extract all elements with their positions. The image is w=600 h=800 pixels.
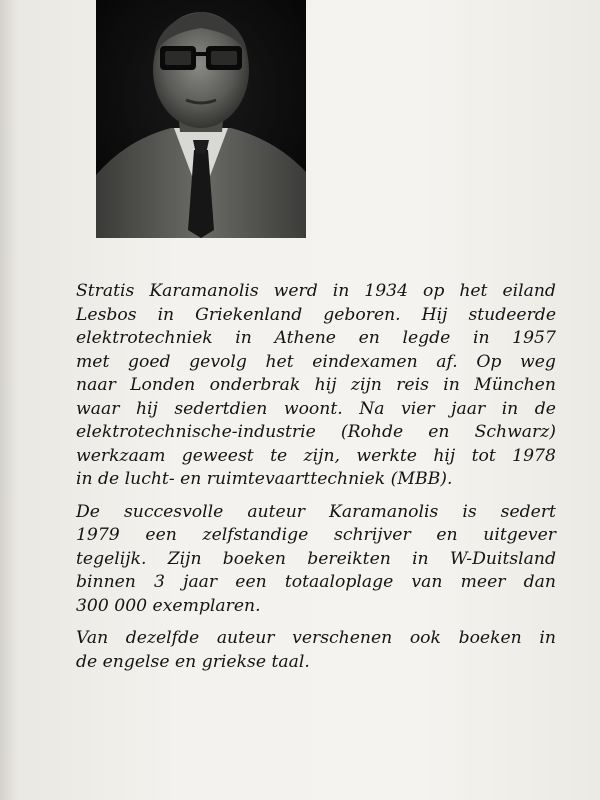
bio-line: tegelijk. Zijn boeken bereikten in W-Duitsland (76, 548, 556, 569)
page-shadow (0, 0, 18, 800)
bio-line: werkzaam geweest te zijn, werkte hij tot 1978 (76, 445, 556, 466)
bio-line: 1979 een zelfstandige schrijver en uitgever (76, 525, 556, 545)
bio-line: naar Londen onderbrak hij zijn reis in München (76, 375, 556, 395)
bio-line: de engelse en griekse taal. (76, 651, 310, 672)
bio-line: elektrotechniek in Athene en legde in 1957 (76, 328, 556, 348)
bio-line: met goed gevolg het eindexamen af. Op weg (76, 351, 556, 372)
bio-paragraph-3 (76, 627, 556, 674)
bio-line: Van dezelfde auteur verschenen ook boeken in (76, 628, 556, 648)
author-portrait-photo (96, 0, 306, 238)
bio-line: in de lucht- en ruimtevaarttechniek (MBB). (76, 469, 453, 489)
bio-line: binnen 3 jaar een totaaloplage van meer dan (76, 572, 556, 592)
bio-line: 300 000 exemplaren. (76, 595, 261, 616)
bio-paragraph-2 (76, 501, 556, 619)
bio-line: De succesvolle auteur Karamanolis is sedert (76, 501, 556, 522)
bio-line: Stratis Karamanolis werd in 1934 op het eiland (76, 281, 556, 301)
bio-line: Lesbos in Griekenland geboren. Hij studeerde (76, 304, 556, 325)
bio-paragraph-1 (76, 280, 556, 492)
bio-line: waar hij sedertdien woont. Na vier jaar in de (76, 398, 556, 419)
author-biography (76, 280, 556, 683)
bio-line: elektrotechnische-industrie (Rohde en Schwarz) (76, 422, 556, 442)
